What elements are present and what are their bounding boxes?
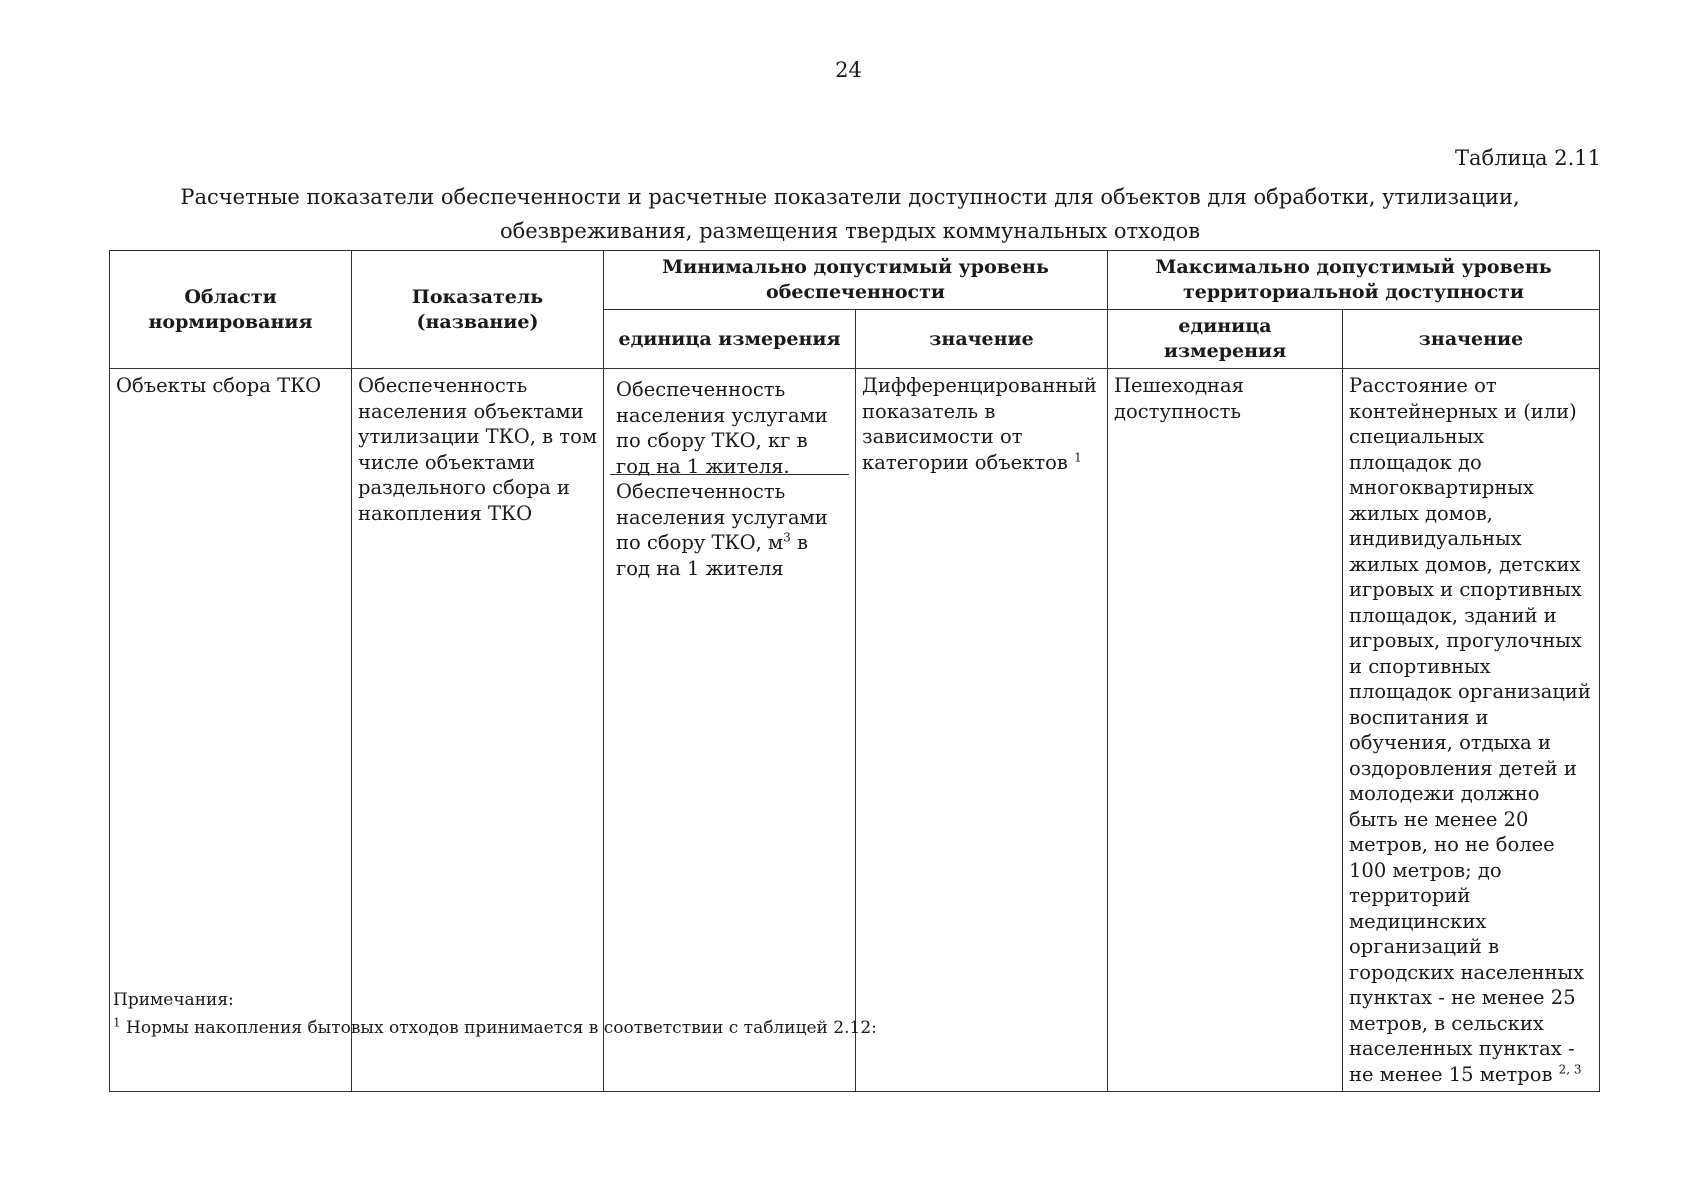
data-table — [109, 250, 1600, 1092]
note-1-text: Нормы накопления бытовых отходов принимается в соответствии с таблицей 2.12: — [126, 1018, 877, 1038]
page-number: 24 — [835, 58, 862, 82]
footnote-ref-2-3: 2, 3 — [1558, 1062, 1582, 1076]
table-label: Таблица 2.11 — [1455, 146, 1601, 170]
cell-max-unit: Пешеходная доступность — [1108, 369, 1343, 1092]
note-1-marker: 1 — [113, 1015, 121, 1030]
table-header-row — [110, 251, 1600, 310]
min-unit-m3-text-end: в год на 1 жителя — [616, 531, 808, 580]
cell-min-unit-kg: Обеспеченность населения услугами по сбору ТКО, кг в год на 1 жителя. — [610, 373, 849, 475]
footnote-ref-1: 1 — [1074, 450, 1082, 464]
min-value-text: Дифференцированный показатель в зависимости от категории объектов — [862, 374, 1097, 474]
header-min-group: Минимально допустимый уровень обеспеченности — [604, 251, 1108, 310]
table-title: Расчетные показатели обеспеченности и расчетные показатели доступности для объектов для обработки, утилизации, обезвреживания, размещения твердых коммунальных отходов — [180, 185, 1520, 243]
min-unit-m3-text: Обеспеченность населения услугами по сбору ТКО, м — [616, 480, 828, 554]
notes-heading: Примечания: — [113, 990, 234, 1010]
table-row — [110, 369, 1600, 1092]
note-1 — [113, 1014, 877, 1042]
max-value-text: Расстояние от контейнерных и (или) специальных площадок до многоквартирных жилых домов, индивидуальных жилых домов, детских игровых и спортивных площадок, зданий и игровых, прогулочных и спортивных площадок организаций воспитания и обучения, отдыха и оздоровления детей и молодежи должно быть не менее 20 метров, но не более 100 метров; до территорий медицинских организаций в городских населенных пунктах - не менее 25 метров, в сельских населенных пунктах - не менее 15 метров — [1349, 374, 1591, 1086]
header-max-unit: единица измерения — [1108, 310, 1343, 369]
cell-max-value — [1343, 369, 1600, 1092]
header-min-unit: единица измерения — [604, 310, 856, 369]
header-max-group: Максимально допустимый уровень территориальной доступности — [1108, 251, 1600, 310]
superscript-cubed: 3 — [783, 530, 791, 545]
cell-indicator: Обеспеченность населения объектами утилизации ТКО, в том числе объектами раздельного сбора и накопления ТКО — [352, 369, 604, 1092]
notes — [113, 986, 877, 1042]
cell-min-unit — [604, 369, 856, 1092]
header-max-value: значение — [1343, 310, 1600, 369]
header-indicator: Показатель (название) — [352, 251, 604, 369]
cell-min-value — [856, 369, 1108, 1092]
header-min-value: значение — [856, 310, 1108, 369]
header-area: Области нормирования — [110, 251, 352, 369]
cell-area: Объекты сбора ТКО — [110, 369, 352, 1092]
cell-min-unit-m3 — [610, 475, 849, 989]
